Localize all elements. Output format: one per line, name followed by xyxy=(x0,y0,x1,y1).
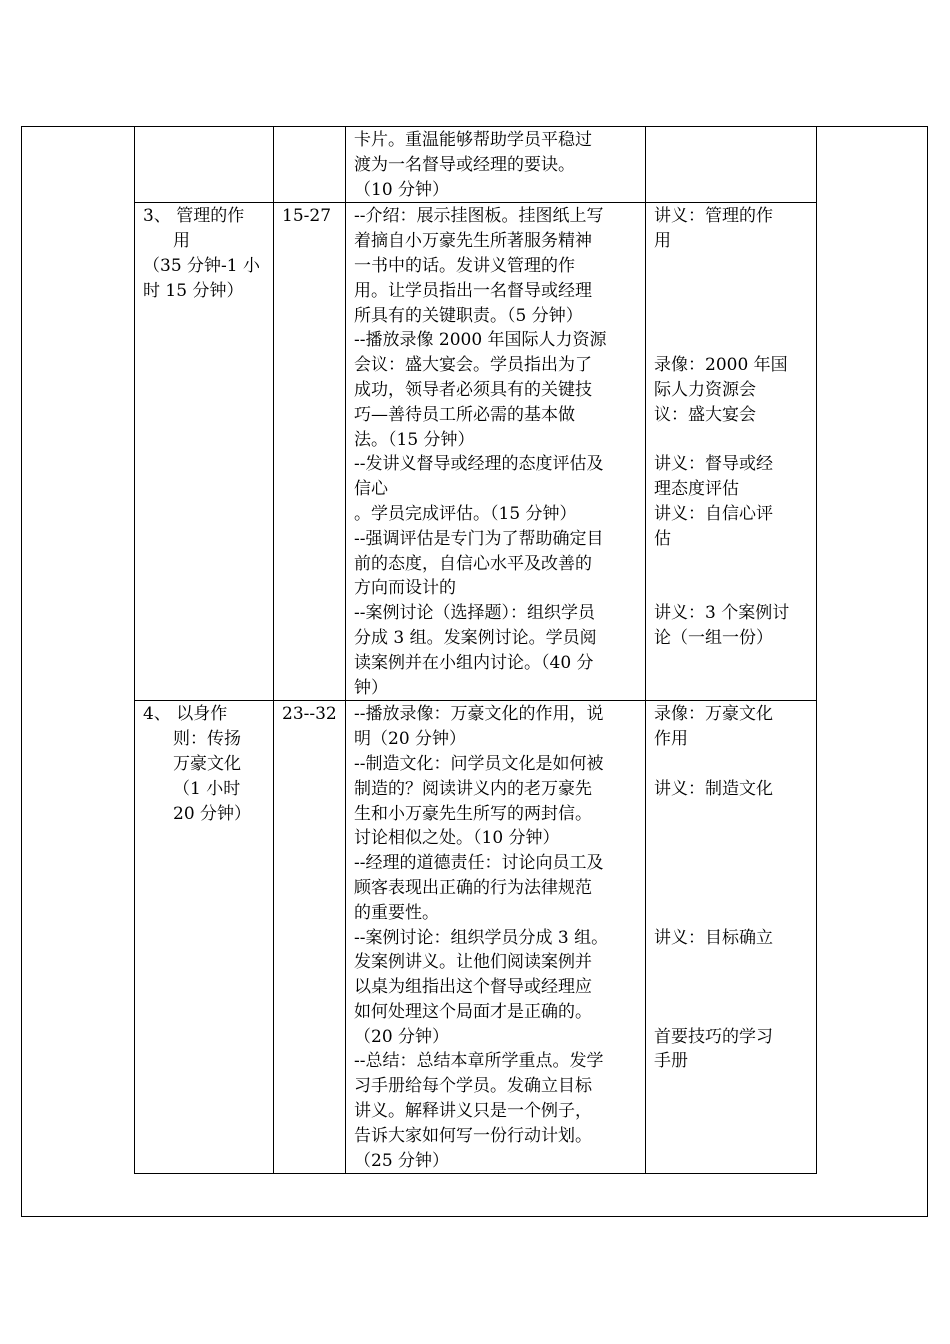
table-row xyxy=(135,701,817,1174)
cell-line: 3、 管理的作 xyxy=(143,206,245,227)
page-range: 23--32 xyxy=(282,704,337,725)
materials-cell xyxy=(646,701,817,1174)
cell-line: 录像：2000 年国 xyxy=(654,355,788,376)
cell-line: --播放录像：万豪文化的作用，说 xyxy=(354,704,604,725)
cell-line: 生和小万豪先生所写的两封信。 xyxy=(354,803,592,824)
cell-line: 分成 3 组。发案例讨论。学员阅 xyxy=(354,627,597,648)
cell-line: 方向而设计的 xyxy=(354,578,456,599)
cell-line: 估 xyxy=(654,528,671,549)
cell-line: 理态度评估 xyxy=(654,479,739,500)
cell-line: 成功，领导者必须具有的关键技 xyxy=(354,379,592,400)
cell-line: 读案例并在小组内讨论。（40 分 xyxy=(354,652,594,673)
cell-line: --播放录像 2000 年国际人力资源 xyxy=(354,330,607,351)
cell-line: 用 xyxy=(173,231,190,252)
cell-line: 手册 xyxy=(654,1051,688,1072)
cell-line: 前的态度，自信心水平及改善的 xyxy=(354,553,592,574)
cell-line xyxy=(654,304,808,329)
cell-line: （10 分钟） xyxy=(354,179,450,200)
cell-line: 法。（15 分钟） xyxy=(354,429,475,450)
cell-line: 讲义：自信心评 xyxy=(654,503,773,524)
cell-line xyxy=(654,752,808,777)
cell-line: 讲义：督导或经 xyxy=(654,454,773,475)
materials-cell xyxy=(646,127,817,203)
cell-line xyxy=(654,851,808,876)
cell-line: 作用 xyxy=(654,729,688,750)
cell-line: 时 15 分钟） xyxy=(143,280,244,301)
cell-line: 告诉大家如何写一份行动计划。 xyxy=(354,1125,592,1146)
cell-line: （1 小时 xyxy=(173,778,241,799)
cell-line: 如何处理这个局面才是正确的。 xyxy=(354,1001,592,1022)
cell-line xyxy=(654,1000,808,1025)
table-row xyxy=(135,127,817,203)
cell-line: 制造的？阅读讲义内的老万豪先 xyxy=(354,778,592,799)
cell-line xyxy=(654,876,808,901)
cell-line: 讲义：目标确立 xyxy=(654,927,773,948)
cell-line: 讲义：管理的作 xyxy=(654,206,773,227)
cell-line: （35 分钟-1 小 xyxy=(143,255,260,276)
cell-line: --制造文化：问学员文化是如何被 xyxy=(354,753,604,774)
activity-cell xyxy=(346,127,646,203)
cell-line xyxy=(654,428,808,453)
cell-line: 一书中的话。发讲义管理的作 xyxy=(354,255,575,276)
cell-line xyxy=(654,975,808,1000)
topic-cell xyxy=(135,701,274,1174)
cell-line: 。学员完成评估。（15 分钟） xyxy=(354,503,577,524)
materials-cell xyxy=(646,203,817,701)
topic-cell xyxy=(135,127,274,203)
cell-line xyxy=(654,279,808,304)
cell-line: 习手册给每个学员。发确立目标 xyxy=(354,1076,592,1097)
cell-line: --介绍：展示挂图板。挂图纸上写 xyxy=(354,206,604,227)
page-range: 15-27 xyxy=(282,206,332,227)
cell-line: 巧—善待员工所必需的基本做 xyxy=(354,404,575,425)
cell-line: 用。让学员指出一名督导或经理 xyxy=(354,280,592,301)
cell-line: 发案例讲义。让他们阅读案例并 xyxy=(354,952,592,973)
pages-cell xyxy=(274,203,346,701)
cell-line: --案例讨论：组织学员分成 3 组。 xyxy=(354,927,609,948)
cell-line: 明（20 分钟） xyxy=(354,729,467,750)
cell-line xyxy=(654,901,808,926)
cell-line: 讲义。解释讲义只是一个例子， xyxy=(354,1101,592,1122)
cell-line: 讲义：制造文化 xyxy=(654,778,773,799)
cell-line: 钟） xyxy=(354,677,388,698)
cell-line xyxy=(654,950,808,975)
cell-line: --强调评估是专门为了帮助确定目 xyxy=(354,528,604,549)
cell-line: （20 分钟） xyxy=(354,1026,450,1047)
cell-line: 际人力资源会 xyxy=(654,379,756,400)
cell-line: 则：传扬 xyxy=(173,729,241,750)
cell-line: 首要技巧的学习 xyxy=(654,1026,773,1047)
cell-line: 讲义：3 个案例讨 xyxy=(654,603,790,624)
cell-line: 以桌为组指出这个督导或经理应 xyxy=(354,977,592,998)
table-row xyxy=(135,203,817,701)
lesson-plan-table xyxy=(134,126,817,1174)
pages-cell xyxy=(274,701,346,1174)
cell-line: 讨论相似之处。（10 分钟） xyxy=(354,828,560,849)
page-range xyxy=(282,128,337,153)
cell-line: 录像：万豪文化 xyxy=(654,704,773,725)
cell-line: 4、 以身作 xyxy=(143,704,228,725)
activity-cell xyxy=(346,203,646,701)
topic-cell xyxy=(135,203,274,701)
activity-cell xyxy=(346,701,646,1174)
cell-line: 议：盛大宴会 xyxy=(654,404,756,425)
cell-line: 所具有的关键职责。（5 分钟） xyxy=(354,305,583,326)
cell-line: 20 分钟） xyxy=(173,803,252,824)
cell-line: --总结：总结本章所学重点。发学 xyxy=(354,1051,604,1072)
cell-line xyxy=(654,328,808,353)
cell-line xyxy=(654,254,808,279)
cell-line: 的重要性。 xyxy=(354,902,439,923)
cell-line: 着摘自小万豪先生所著服务精神 xyxy=(354,231,592,252)
cell-line: 顾客表现出正确的行为法律规范 xyxy=(354,877,592,898)
cell-line: 卡片。重温能够帮助学员平稳过 xyxy=(354,130,592,150)
cell-line: 会议：盛大宴会。学员指出为了 xyxy=(354,355,592,376)
cell-line: --发讲义督导或经理的态度评估及 xyxy=(354,454,604,475)
cell-line: --经理的道德责任：讨论向员工及 xyxy=(354,853,604,874)
cell-line: 渡为一名督导或经理的要诀。 xyxy=(354,154,575,175)
cell-line xyxy=(654,826,808,851)
cell-line: 论（一组一份） xyxy=(654,627,773,648)
cell-line: 万豪文化 xyxy=(173,753,241,774)
cell-line: 信心 xyxy=(354,479,388,500)
cell-line xyxy=(654,552,808,577)
cell-line xyxy=(654,576,808,601)
pages-cell xyxy=(274,127,346,203)
cell-line: 用 xyxy=(654,231,671,252)
cell-line: --案例讨论（选择题）：组织学员 xyxy=(354,603,595,624)
cell-line xyxy=(654,802,808,827)
cell-line: （25 分钟） xyxy=(354,1150,450,1171)
